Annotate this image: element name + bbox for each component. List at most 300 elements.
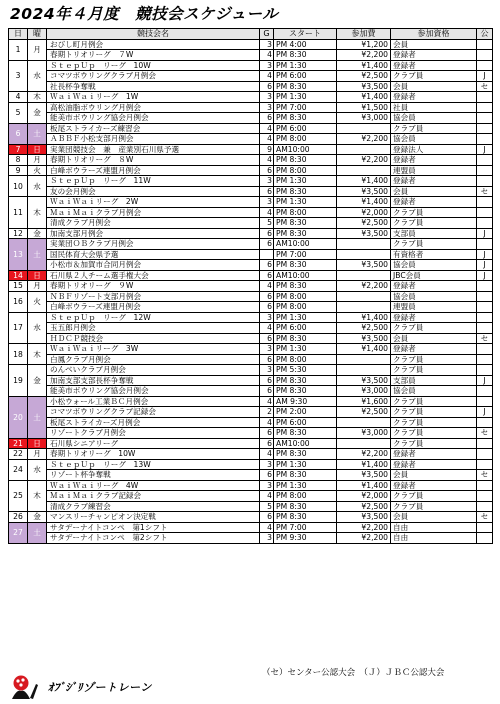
fee-cell: ¥3,500 xyxy=(337,512,391,523)
event-name-cell: 板尾ストライカーズ練習会 xyxy=(47,123,260,134)
event-name-cell: 能美市ボウリング協会月例会 xyxy=(47,113,260,124)
official-mark-cell: セ xyxy=(477,81,493,92)
event-row xyxy=(9,533,493,544)
day-cell: 6 xyxy=(9,123,28,144)
qualification-cell: 連盟員 xyxy=(391,302,477,313)
qualification-cell: 登録者 xyxy=(391,155,477,166)
games-cell: 6 xyxy=(260,228,274,239)
qualification-cell: 会員 xyxy=(391,470,477,481)
start-time-cell: AM10:00 xyxy=(274,144,337,155)
day-cell: 8 xyxy=(9,155,28,166)
official-mark-cell xyxy=(477,165,493,176)
day-cell: 22 xyxy=(9,449,28,460)
start-time-cell: PM 7:00 xyxy=(274,249,337,260)
official-mark-cell: セ xyxy=(477,186,493,197)
event-name-cell: ＷａｉＷａｉリーグ 2W xyxy=(47,197,260,208)
games-cell: 6 xyxy=(260,333,274,344)
official-mark-cell xyxy=(477,218,493,229)
qualification-cell: クラブ員 xyxy=(391,438,477,449)
qualification-cell: クラブ員 xyxy=(391,428,477,439)
event-row xyxy=(9,354,493,365)
event-name-cell: ＳｔｅｐＵｐ リーグ 10W xyxy=(47,60,260,71)
fee-cell xyxy=(337,165,391,176)
fee-cell: ¥2,500 xyxy=(337,407,391,418)
qualification-cell: 会員 xyxy=(391,512,477,523)
fee-cell: ¥2,200 xyxy=(337,155,391,166)
event-row xyxy=(9,144,493,155)
event-row xyxy=(9,207,493,218)
fee-cell: ¥2,200 xyxy=(337,134,391,145)
weekday-cell: 金 xyxy=(28,102,47,123)
event-row xyxy=(9,239,493,250)
qualification-cell: クラブ員 xyxy=(391,218,477,229)
start-time-cell: PM 8:30 xyxy=(274,449,337,460)
games-cell: 4 xyxy=(260,71,274,82)
event-row xyxy=(9,113,493,124)
event-name-cell: ＡＢＢＦ小松支部月例会 xyxy=(47,134,260,145)
start-time-cell: PM 1:30 xyxy=(274,480,337,491)
official-mark-cell xyxy=(477,365,493,376)
day-cell: 9 xyxy=(9,165,28,176)
start-time-cell: PM 8:30 xyxy=(274,375,337,386)
day-cell: 24 xyxy=(9,459,28,480)
weekday-cell: 月 xyxy=(28,155,47,166)
qualification-cell: 会員 xyxy=(391,333,477,344)
official-mark-cell xyxy=(477,92,493,103)
games-cell: 4 xyxy=(260,323,274,334)
official-mark-cell: J xyxy=(477,228,493,239)
games-cell: 3 xyxy=(260,344,274,355)
games-cell: 4 xyxy=(260,281,274,292)
event-name-cell: 社長杯争奪戦 xyxy=(47,81,260,92)
event-row xyxy=(9,291,493,302)
start-time-cell: PM 8:30 xyxy=(274,113,337,124)
official-mark-cell xyxy=(477,134,493,145)
event-name-cell: マンスリーチャンピオン決定戦 xyxy=(47,512,260,523)
start-time-cell: AM10:00 xyxy=(274,270,337,281)
event-row xyxy=(9,375,493,386)
games-cell: 6 xyxy=(260,239,274,250)
start-time-cell: PM 1:30 xyxy=(274,197,337,208)
day-cell: 13 xyxy=(9,239,28,271)
day-cell: 5 xyxy=(9,102,28,123)
weekday-cell: 金 xyxy=(28,512,47,523)
fee-cell: ¥3,500 xyxy=(337,375,391,386)
event-name-cell: リゾート杯争奪戦 xyxy=(47,470,260,481)
games-cell: 4 xyxy=(260,207,274,218)
games-cell: 4 xyxy=(260,50,274,61)
event-row xyxy=(9,470,493,481)
fee-cell: ¥3,000 xyxy=(337,386,391,397)
fee-cell xyxy=(337,123,391,134)
event-name-cell: 実業団ＯＢクラブ月例会 xyxy=(47,239,260,250)
qualification-cell: 登録者 xyxy=(391,449,477,460)
day-cell: 19 xyxy=(9,365,28,397)
start-time-cell: PM 4:00 xyxy=(274,39,337,50)
qualification-cell: クラブ員 xyxy=(391,123,477,134)
start-time-cell: AM10:00 xyxy=(274,239,337,250)
qualification-cell: 会員 xyxy=(391,186,477,197)
start-time-cell: PM 6:00 xyxy=(274,71,337,82)
fee-cell: ¥3,500 xyxy=(337,81,391,92)
games-cell: 2 xyxy=(260,407,274,418)
official-mark-cell: セ xyxy=(477,512,493,523)
qualification-cell: クラブ員 xyxy=(391,71,477,82)
fee-cell: ¥1,600 xyxy=(337,396,391,407)
games-cell: 3 xyxy=(260,39,274,50)
qualification-cell: 支部員 xyxy=(391,228,477,239)
schedule-table xyxy=(8,28,493,544)
schedule-body xyxy=(9,39,493,543)
fee-cell xyxy=(337,249,391,260)
event-name-cell: 白峰ボウラーズ連盟月例会 xyxy=(47,165,260,176)
event-name-cell: 小松市＆加賀市合同月例会 xyxy=(47,260,260,271)
header-qualification: 参加資格 xyxy=(391,29,477,40)
event-row xyxy=(9,323,493,334)
official-mark-cell xyxy=(477,323,493,334)
games-cell: 6 xyxy=(260,260,274,271)
day-cell: 7 xyxy=(9,144,28,155)
official-mark-cell xyxy=(477,344,493,355)
official-mark-cell xyxy=(477,123,493,134)
event-row xyxy=(9,281,493,292)
header-day: 日 xyxy=(9,29,28,40)
games-cell: 6 xyxy=(260,81,274,92)
fee-cell xyxy=(337,291,391,302)
official-mark-cell: セ xyxy=(477,333,493,344)
header-row xyxy=(9,29,493,40)
start-time-cell: PM 8:30 xyxy=(274,333,337,344)
fee-cell xyxy=(337,270,391,281)
weekday-cell: 木 xyxy=(28,92,47,103)
start-time-cell: PM 8:00 xyxy=(274,207,337,218)
event-name-cell: 高松油脂ボウリング月例会 xyxy=(47,102,260,113)
fee-cell: ¥1,400 xyxy=(337,312,391,323)
start-time-cell: PM 6:00 xyxy=(274,123,337,134)
event-name-cell: ＭａｉＭａｉクラブ記録会 xyxy=(47,491,260,502)
event-row xyxy=(9,165,493,176)
bowling-pin-logo-icon xyxy=(8,674,42,700)
fee-cell: ¥2,500 xyxy=(337,501,391,512)
event-row xyxy=(9,512,493,523)
qualification-cell: クラブ員 xyxy=(391,354,477,365)
event-name-cell: コマツボウリングクラブ月例会 xyxy=(47,71,260,82)
qualification-cell: 協会員 xyxy=(391,113,477,124)
fee-cell: ¥1,500 xyxy=(337,102,391,113)
official-mark-cell xyxy=(477,522,493,533)
games-cell: 4 xyxy=(260,417,274,428)
fee-cell: ¥1,400 xyxy=(337,480,391,491)
event-name-cell: リゾートクラブ月例会 xyxy=(47,428,260,439)
qualification-cell: 登録者 xyxy=(391,60,477,71)
qualification-cell: 登録者 xyxy=(391,197,477,208)
start-time-cell: PM 5:30 xyxy=(274,365,337,376)
start-time-cell: PM 8:30 xyxy=(274,428,337,439)
official-mark-cell xyxy=(477,207,493,218)
header-start: スタート xyxy=(274,29,337,40)
start-time-cell: PM 8:30 xyxy=(274,81,337,92)
fee-cell: ¥3,500 xyxy=(337,186,391,197)
start-time-cell: PM 8:30 xyxy=(274,512,337,523)
weekday-cell: 土 xyxy=(28,123,47,144)
qualification-cell: 登録者 xyxy=(391,281,477,292)
games-cell: 6 xyxy=(260,512,274,523)
weekday-cell: 火 xyxy=(28,291,47,312)
fee-cell xyxy=(337,302,391,313)
fee-cell: ¥2,200 xyxy=(337,449,391,460)
start-time-cell: PM 2:00 xyxy=(274,407,337,418)
start-time-cell: AM10:00 xyxy=(274,438,337,449)
day-cell: 17 xyxy=(9,312,28,344)
fee-cell: ¥2,200 xyxy=(337,50,391,61)
games-cell: 6 xyxy=(260,186,274,197)
fee-cell: ¥1,400 xyxy=(337,92,391,103)
official-mark-cell xyxy=(477,491,493,502)
event-row xyxy=(9,386,493,397)
official-mark-cell xyxy=(477,102,493,113)
event-row xyxy=(9,302,493,313)
fee-cell: ¥1,400 xyxy=(337,60,391,71)
fee-cell xyxy=(337,354,391,365)
event-row xyxy=(9,71,493,82)
event-row xyxy=(9,438,493,449)
official-mark-cell xyxy=(477,354,493,365)
header-fee: 参加費 xyxy=(337,29,391,40)
games-cell: 6 xyxy=(260,375,274,386)
event-name-cell: 玉五郎月例会 xyxy=(47,323,260,334)
event-name-cell: ＮＢＦリゾート支部月例会 xyxy=(47,291,260,302)
qualification-cell: 登録者 xyxy=(391,344,477,355)
event-name-cell: サタデーナイトコンペ 第2シフト xyxy=(47,533,260,544)
start-time-cell: PM 8:00 xyxy=(274,134,337,145)
qualification-cell: クラブ員 xyxy=(391,417,477,428)
footnote: （セ）センター公認大会 （Ｊ）ＪＢＣ公認大会 xyxy=(262,668,445,678)
fee-cell: ¥3,000 xyxy=(337,428,391,439)
weekday-cell: 月 xyxy=(28,449,47,460)
official-mark-cell xyxy=(477,501,493,512)
event-row xyxy=(9,270,493,281)
start-time-cell: PM 8:30 xyxy=(274,281,337,292)
games-cell xyxy=(260,249,274,260)
official-mark-cell xyxy=(477,386,493,397)
official-mark-cell xyxy=(477,197,493,208)
games-cell: 3 xyxy=(260,60,274,71)
day-cell: 16 xyxy=(9,291,28,312)
qualification-cell: クラブ員 xyxy=(391,407,477,418)
fee-cell: ¥2,200 xyxy=(337,533,391,544)
header-weekday: 曜 xyxy=(28,29,47,40)
qualification-cell: 自由 xyxy=(391,522,477,533)
weekday-cell: 木 xyxy=(28,344,47,365)
games-cell: 3 xyxy=(260,92,274,103)
games-cell: 4 xyxy=(260,522,274,533)
games-cell: 3 xyxy=(260,480,274,491)
fee-cell: ¥3,500 xyxy=(337,228,391,239)
event-name-cell: 清成クラブ月例会 xyxy=(47,218,260,229)
event-name-cell: ＳｔｅｐＵｐ リーグ 13W xyxy=(47,459,260,470)
start-time-cell: PM 1:30 xyxy=(274,459,337,470)
event-row xyxy=(9,396,493,407)
fee-cell: ¥2,000 xyxy=(337,207,391,218)
games-cell: 3 xyxy=(260,365,274,376)
day-cell: 18 xyxy=(9,344,28,365)
weekday-cell: 木 xyxy=(28,480,47,512)
day-cell: 21 xyxy=(9,438,28,449)
logo xyxy=(8,674,168,700)
official-mark-cell xyxy=(477,533,493,544)
start-time-cell: PM 8:00 xyxy=(274,491,337,502)
games-cell: 9 xyxy=(260,144,274,155)
event-name-cell: ＨＤＣＰ競技会 xyxy=(47,333,260,344)
weekday-cell: 水 xyxy=(28,60,47,92)
games-cell: 6 xyxy=(260,302,274,313)
weekday-cell: 月 xyxy=(28,39,47,60)
weekday-cell: 水 xyxy=(28,459,47,480)
event-name-cell: ＷａｉＷａｉリーグ 3W xyxy=(47,344,260,355)
event-row xyxy=(9,459,493,470)
day-cell: 26 xyxy=(9,512,28,523)
event-name-cell: 清成クラブ練習会 xyxy=(47,501,260,512)
start-time-cell: AM 9:30 xyxy=(274,396,337,407)
event-name-cell: 国民体育大会県予選 xyxy=(47,249,260,260)
official-mark-cell xyxy=(477,50,493,61)
qualification-cell: 協会員 xyxy=(391,386,477,397)
day-cell: 10 xyxy=(9,176,28,197)
weekday-cell: 火 xyxy=(28,165,47,176)
official-mark-cell: J xyxy=(477,270,493,281)
official-mark-cell xyxy=(477,239,493,250)
day-cell: 25 xyxy=(9,480,28,512)
games-cell: 5 xyxy=(260,218,274,229)
start-time-cell: PM 8:00 xyxy=(274,302,337,313)
weekday-cell: 水 xyxy=(28,176,47,197)
event-row xyxy=(9,449,493,460)
event-row xyxy=(9,176,493,187)
fee-cell: ¥1,400 xyxy=(337,344,391,355)
start-time-cell: PM 7:00 xyxy=(274,102,337,113)
start-time-cell: PM 1:30 xyxy=(274,60,337,71)
start-time-cell: PM 8:30 xyxy=(274,50,337,61)
weekday-cell: 金 xyxy=(28,365,47,397)
event-name-cell: 板尾ストライカーズ月例会 xyxy=(47,417,260,428)
official-mark-cell: セ xyxy=(477,470,493,481)
games-cell: 5 xyxy=(260,501,274,512)
games-cell: 6 xyxy=(260,386,274,397)
games-cell: 6 xyxy=(260,354,274,365)
qualification-cell: クラブ員 xyxy=(391,207,477,218)
official-mark-cell xyxy=(477,459,493,470)
day-cell: 14 xyxy=(9,270,28,281)
games-cell: 4 xyxy=(260,155,274,166)
event-row xyxy=(9,344,493,355)
qualification-cell: 協会員 xyxy=(391,134,477,145)
page-title: 2024年４月度 競技会スケジュール xyxy=(10,5,279,23)
start-time-cell: PM 1:30 xyxy=(274,92,337,103)
event-name-cell: ＳｔｅｐＵｐ リーグ 11W xyxy=(47,176,260,187)
day-cell: 1 xyxy=(9,39,28,60)
games-cell: 6 xyxy=(260,113,274,124)
weekday-cell: 水 xyxy=(28,312,47,344)
event-name-cell: 小松ウォール工業ＢＣ月例会 xyxy=(47,396,260,407)
event-row xyxy=(9,186,493,197)
event-row xyxy=(9,134,493,145)
games-cell: 3 xyxy=(260,459,274,470)
event-row xyxy=(9,92,493,103)
qualification-cell: クラブ員 xyxy=(391,491,477,502)
event-name-cell: 白峰ボウラーズ連盟月例会 xyxy=(47,302,260,313)
qualification-cell: JBC会員 xyxy=(391,270,477,281)
official-mark-cell xyxy=(477,302,493,313)
fee-cell xyxy=(337,144,391,155)
qualification-cell: 登録者 xyxy=(391,176,477,187)
qualification-cell: 登録者 xyxy=(391,312,477,323)
start-time-cell: PM 8:30 xyxy=(274,155,337,166)
qualification-cell: 登録者 xyxy=(391,459,477,470)
event-row xyxy=(9,123,493,134)
start-time-cell: PM 6:00 xyxy=(274,323,337,334)
event-row xyxy=(9,228,493,239)
event-name-cell: 加南支部月例会 xyxy=(47,228,260,239)
official-mark-cell xyxy=(477,281,493,292)
logo-text: ｵﾌﾞｼﾞﾘゾートレーン xyxy=(48,681,152,694)
qualification-cell: 登録者 xyxy=(391,50,477,61)
weekday-cell: 月 xyxy=(28,281,47,292)
event-name-cell: 春期トリオリーグ ７W xyxy=(47,50,260,61)
weekday-cell: 金 xyxy=(28,228,47,239)
official-mark-cell xyxy=(477,417,493,428)
games-cell: 6 xyxy=(260,165,274,176)
event-row xyxy=(9,102,493,113)
games-cell: 3 xyxy=(260,102,274,113)
official-mark-cell: セ xyxy=(477,428,493,439)
weekday-cell: 土 xyxy=(28,522,47,543)
official-mark-cell: J xyxy=(477,71,493,82)
event-name-cell: 春期トリオリーグ 10W xyxy=(47,449,260,460)
fee-cell: ¥2,200 xyxy=(337,522,391,533)
event-name-cell: ＷａｉＷａｉリーグ 4W xyxy=(47,480,260,491)
day-cell: 4 xyxy=(9,92,28,103)
event-name-cell: コマツボウリングクラブ記録会 xyxy=(47,407,260,418)
games-cell: 4 xyxy=(260,396,274,407)
day-cell: 3 xyxy=(9,60,28,92)
event-row xyxy=(9,155,493,166)
event-row xyxy=(9,333,493,344)
official-mark-cell: J xyxy=(477,375,493,386)
fee-cell: ¥2,500 xyxy=(337,323,391,334)
fee-cell xyxy=(337,438,391,449)
event-row xyxy=(9,428,493,439)
games-cell: 6 xyxy=(260,270,274,281)
qualification-cell: クラブ員 xyxy=(391,396,477,407)
day-cell: 20 xyxy=(9,396,28,438)
event-name-cell: 実業団競技会 兼 産業別石川県予選 xyxy=(47,144,260,155)
official-mark-cell xyxy=(477,480,493,491)
fee-cell: ¥2,200 xyxy=(337,281,391,292)
event-name-cell: サタデーナイトコンペ 第1シフト xyxy=(47,522,260,533)
official-mark-cell xyxy=(477,176,493,187)
qualification-cell: 連盟員 xyxy=(391,165,477,176)
start-time-cell: PM 8:30 xyxy=(274,386,337,397)
weekday-cell: 土 xyxy=(28,396,47,438)
start-time-cell: PM 1:30 xyxy=(274,176,337,187)
games-cell: 6 xyxy=(260,470,274,481)
qualification-cell: クラブ員 xyxy=(391,365,477,376)
games-cell: 6 xyxy=(260,438,274,449)
event-row xyxy=(9,417,493,428)
start-time-cell: PM 7:00 xyxy=(274,522,337,533)
event-name-cell: 石川県２人チーム選手権大会 xyxy=(47,270,260,281)
fee-cell: ¥2,000 xyxy=(337,491,391,502)
